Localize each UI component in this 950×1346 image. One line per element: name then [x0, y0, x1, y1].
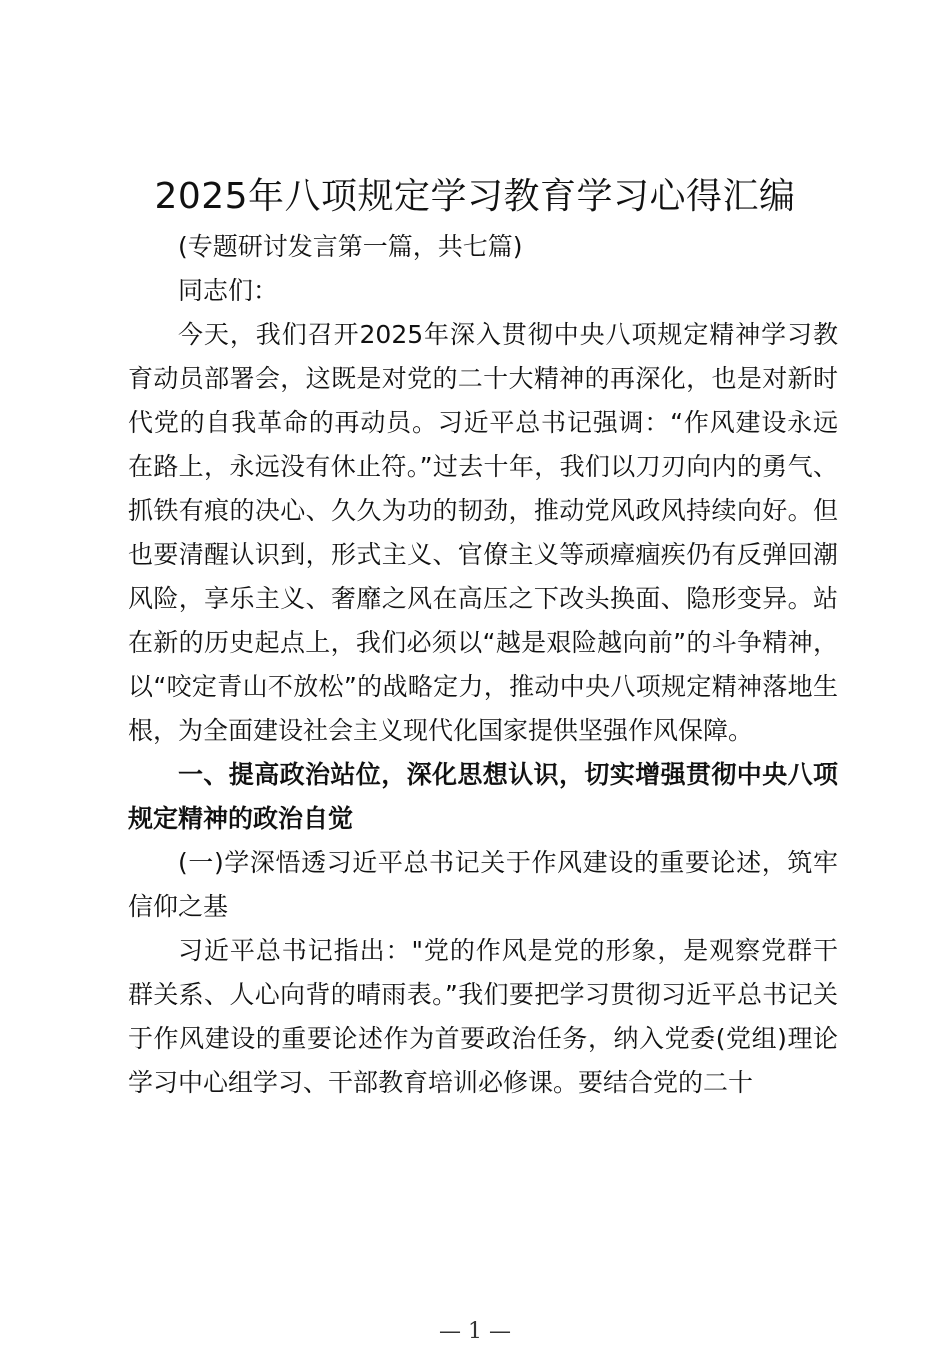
document-body — [128, 225, 838, 1105]
page-number: — 1 — — [439, 1319, 511, 1344]
document-subtitle: (专题研讨发言第一篇，共七篇) — [178, 232, 523, 261]
subsection-heading: (一)学深悟透习近平总书记关于作风建设的重要论述，筑牢信仰之基 — [128, 848, 838, 921]
body-paragraph: 习近平总书记指出："党的作风是党的形象，是观察党群干群关系、人心向背的晴雨表。”我们要把学习贯彻习近平总书记关于作风建设的重要论述作为首要政治任务，纳入党委(党组)理论学习中心组学习、干部教育培训必修课。要结合党的二十 — [128, 936, 838, 1097]
document-title: 2025年八项规定学习教育学习心得汇编 — [154, 176, 796, 217]
body-paragraph: 今天，我们召开2025年深入贯彻中央八项规定精神学习教育动员部署会，这既是对党的二十大精神的再深化，也是对新时代党的自我革命的再动员。习近平总书记强调：“作风建设永远在路上，永远没有休止符。”过去十年，我们以刀刃向内的勇气、抓铁有痕的决心、久久为功的韧劲，推动党风政风持续向好。但也要清醒认识到，形式主义、官僚主义等顽瘴痼疾仍有反弹回潮风险，享乐主义、奢靡之风在高压之下改头换面、隐形变异。站在新的历史起点上，我们必须以“越是艰险越向前”的斗争精神，以“咬定青山不放松”的战略定力，推动中央八项规定精神落地生根，为全面建设社会主义现代化国家提供坚强作风保障。 — [128, 320, 838, 745]
salutation: 同志们： — [178, 276, 279, 305]
section-heading: 一、提高政治站位，深化思想认识，切实增强贯彻中央八项规定精神的政治自觉 — [128, 760, 838, 833]
